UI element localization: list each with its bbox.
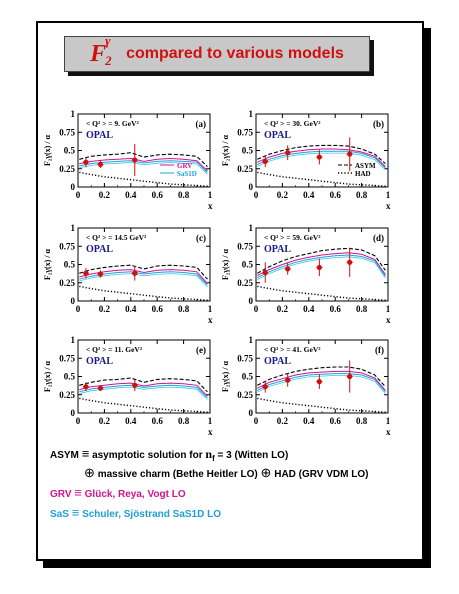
nf-rest: = 3 (Witten LO) [214,450,289,461]
data-point [347,374,352,379]
y-tick-label: 0.25 [59,277,75,288]
title-sub: 2 [105,52,112,68]
y-tick-label: 0 [248,408,253,418]
y-tick-label: 1 [70,335,75,345]
x-axis-label: x [386,427,391,437]
x-axis-label: x [386,315,391,325]
legend-had-text: HAD (GRV VDM LO) [274,469,369,480]
x-tick-label: 0.4 [125,190,137,200]
data-point [317,379,322,384]
legend-entry: ASYM [355,162,376,170]
experiment-label: OPAL [86,356,114,367]
data-point [98,271,103,276]
q2-label: < Q² > = 30. GeV² [264,119,321,128]
x-tick-label: 0.8 [177,190,190,200]
x-tick-label: 0.6 [151,416,163,426]
panel-0 [43,109,213,211]
data-point [317,265,322,270]
y-tick-label: 0 [70,182,75,192]
y-tick-label: 1 [248,223,253,233]
legend-charm-line [84,465,368,481]
data-point [83,384,88,389]
equiv-symbol: ≡ [74,485,82,500]
y-axis-label: F₂γ(x) / α [221,248,230,281]
panel-label: (c) [196,233,206,243]
x-tick-label: 0 [75,190,81,200]
panel-label: (a) [195,119,206,129]
experiment-label: OPAL [264,130,292,141]
x-tick-label: 0 [253,304,259,314]
data-point [285,150,290,155]
x-tick-label: 0 [253,416,259,426]
x-tick-label: 0.4 [125,416,137,426]
oplus-symbol-2: ⊕ [260,465,272,480]
data-point [263,159,268,164]
title-sup: γ [105,32,111,48]
x-tick-label: 0.2 [276,416,289,426]
experiment-label: OPAL [86,244,114,255]
x-tick-label: 0.8 [355,416,368,426]
x-tick-label: 0.4 [303,190,315,200]
y-tick-label: 0 [70,408,75,418]
x-tick-label: 0.4 [125,304,137,314]
x-axis-label: x [208,201,213,211]
x-tick-label: 0 [253,190,259,200]
data-point [98,386,103,391]
legend-entry: SaS1D [177,170,197,178]
title-prefix: F [90,40,107,67]
y-axis-label: F₂γ(x) / α [43,360,52,393]
x-tick-label: 0.2 [98,416,111,426]
x-axis-label: x [208,315,213,325]
y-tick-label: 0 [248,296,253,306]
y-tick-label: 0.5 [63,259,75,270]
x-tick-label: 0.8 [177,416,190,426]
equiv-symbol: ≡ [71,505,80,520]
x-tick-label: 0.4 [303,416,315,426]
panel-label: (e) [196,345,206,355]
data-point [347,152,352,157]
y-tick-label: 0.5 [63,371,75,382]
x-axis-label: x [386,201,391,211]
data-point [132,157,137,162]
y-axis-label: F₂γ(x) / α [221,134,230,167]
x-tick-label: 0.2 [98,190,111,200]
panel-2 [43,223,213,325]
y-tick-label: 0.75 [237,127,253,138]
x-tick-label: 0.2 [276,304,289,314]
x-tick-label: 0.8 [355,304,368,314]
y-axis-label: F₂γ(x) / α [43,134,52,167]
y-tick-label: 0 [70,296,75,306]
q2-label: < Q² > = 14.5 GeV² [86,233,147,242]
experiment-label: OPAL [86,130,114,141]
legend-sas-desc: Schuler, Sjöstrand SaS1D LO [82,509,221,520]
y-tick-label: 0.25 [237,163,253,174]
data-point [317,154,322,159]
legend-asym-line [50,446,288,463]
legend-entry: GRV [177,162,193,170]
data-point [98,162,103,167]
data-point [83,271,88,276]
x-tick-label: 1 [207,416,213,426]
title-text: compared to various models [126,45,344,62]
panel-3 [221,223,391,325]
y-tick-label: 0.5 [63,145,75,156]
legend-sas-label: SaS [50,509,69,520]
x-axis-label: x [208,427,213,437]
x-tick-label: 0.2 [98,304,111,314]
q2-label: < Q² > = 11. GeV² [86,345,143,354]
nf-subscript: f [212,454,215,463]
x-tick-label: 0.6 [151,190,163,200]
y-tick-label: 0 [248,182,253,192]
x-tick-label: 0.2 [276,190,289,200]
x-tick-label: 0.6 [329,416,341,426]
x-tick-label: 0.8 [177,304,190,314]
data-point [263,270,268,275]
x-tick-label: 1 [207,190,213,200]
y-tick-label: 0.5 [241,145,253,156]
y-tick-label: 1 [70,109,75,119]
data-point [285,266,290,271]
legend-grv-desc: Glück, Reya, Vogt LO [84,489,186,500]
panel-label: (f) [375,345,384,355]
x-tick-label: 0.4 [303,304,315,314]
y-tick-label: 1 [248,335,253,345]
legend-grv-label: GRV [50,489,72,500]
q2-label: < Q² > = 59. GeV² [264,233,321,242]
y-tick-label: 0.25 [237,277,253,288]
y-tick-label: 0.75 [237,241,253,252]
data-point [83,160,88,165]
data-point [132,271,137,276]
data-point [285,378,290,383]
x-tick-label: 0.6 [329,190,341,200]
x-tick-label: 0.8 [355,190,368,200]
legend-grv-line [50,485,186,500]
equiv-symbol: ≡ [81,446,90,461]
panel-4 [43,335,213,437]
y-tick-label: 0.75 [59,353,75,364]
x-tick-label: 0 [75,416,81,426]
y-tick-label: 0.5 [241,259,253,270]
oplus-symbol-1: ⊕ [84,465,95,480]
y-tick-label: 1 [70,223,75,233]
nf-symbol: n [205,447,213,461]
q2-label: < Q² > = 41. GeV² [264,345,321,354]
x-tick-label: 1 [207,304,213,314]
x-tick-label: 1 [385,190,391,200]
legend-entry: HAD [355,170,371,178]
y-tick-label: 0.25 [59,163,75,174]
y-tick-label: 0.75 [59,241,75,252]
x-tick-label: 1 [385,304,391,314]
y-tick-label: 0.25 [59,389,75,400]
legend-sas-line [50,505,221,520]
y-tick-label: 0.75 [59,127,75,138]
y-tick-label: 1 [248,109,253,119]
legend-asym-desc: asymptotic solution for [92,450,203,461]
y-axis-label: F₂γ(x) / α [221,360,230,393]
q2-label: < Q² > = 9. GeV² [86,119,139,128]
data-point [347,260,352,265]
legend-asym-label: ASYM [50,450,79,461]
x-tick-label: 0.6 [329,304,341,314]
experiment-label: OPAL [264,356,292,367]
panel-label: (b) [373,119,384,129]
data-point [263,384,268,389]
experiment-label: OPAL [264,244,292,255]
panel-label: (d) [373,233,384,243]
panel-1 [221,109,391,211]
legend-charm-text: massive charm (Bethe Heitler LO) [97,469,258,480]
x-tick-label: 0 [75,304,81,314]
data-point [132,383,137,388]
x-tick-label: 0.6 [151,304,163,314]
y-tick-label: 0.75 [237,353,253,364]
y-tick-label: 0.25 [237,389,253,400]
y-tick-label: 0.5 [241,371,253,382]
y-axis-label: F₂γ(x) / α [43,248,52,281]
panel-5 [221,335,391,437]
x-tick-label: 1 [385,416,391,426]
